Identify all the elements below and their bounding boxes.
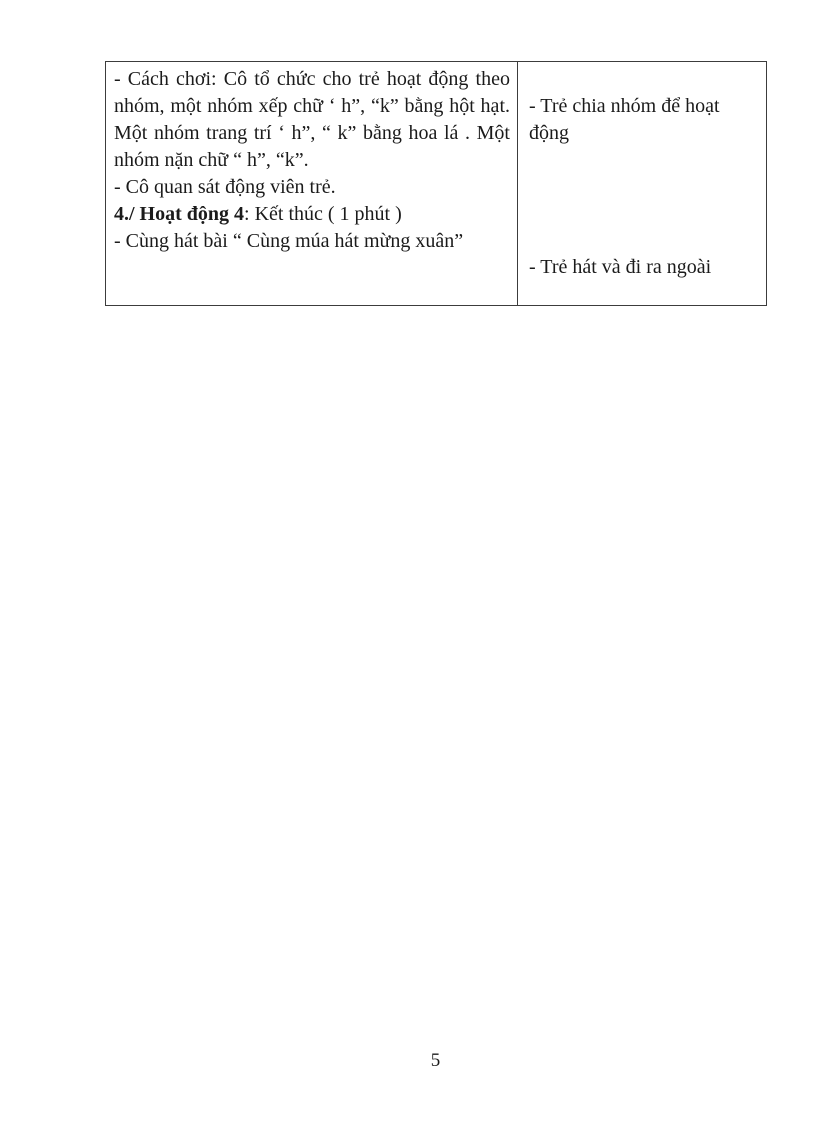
paragraph-children-groups: - Trẻ chia nhóm để hoạt động	[529, 95, 720, 144]
activity4-heading-bold: 4./ Hoạt động 4	[114, 203, 245, 225]
teacher-activity-cell	[106, 62, 518, 306]
children-activity-cell	[518, 62, 767, 306]
paragraph-children-sing: - Trẻ hát và đi ra ngoài	[529, 256, 712, 278]
paragraph-activity4-heading	[114, 201, 510, 228]
paragraph-teacher-observe: - Cô quan sát động viên trẻ.	[114, 176, 336, 198]
paragraph-sing-song: - Cùng hát bài “ Cùng múa hát mừng xuân”	[114, 230, 464, 252]
activity4-heading-rest: : Kết thúc ( 1 phút )	[244, 203, 402, 225]
paragraph-game-instructions: - Cách chơi: Cô tổ chức cho trẻ hoạt động theo nhóm, một nhóm xếp chữ ‘ h”, “k” bằng hột hạt. Một nhóm trang trí ‘ h”, “ k” bằng hoa lá . Một nhóm nặn chữ “ h”, “k”.	[114, 68, 510, 171]
table-row	[106, 62, 767, 306]
lesson-plan-table	[105, 61, 767, 306]
page-number: 5	[430, 1050, 441, 1071]
